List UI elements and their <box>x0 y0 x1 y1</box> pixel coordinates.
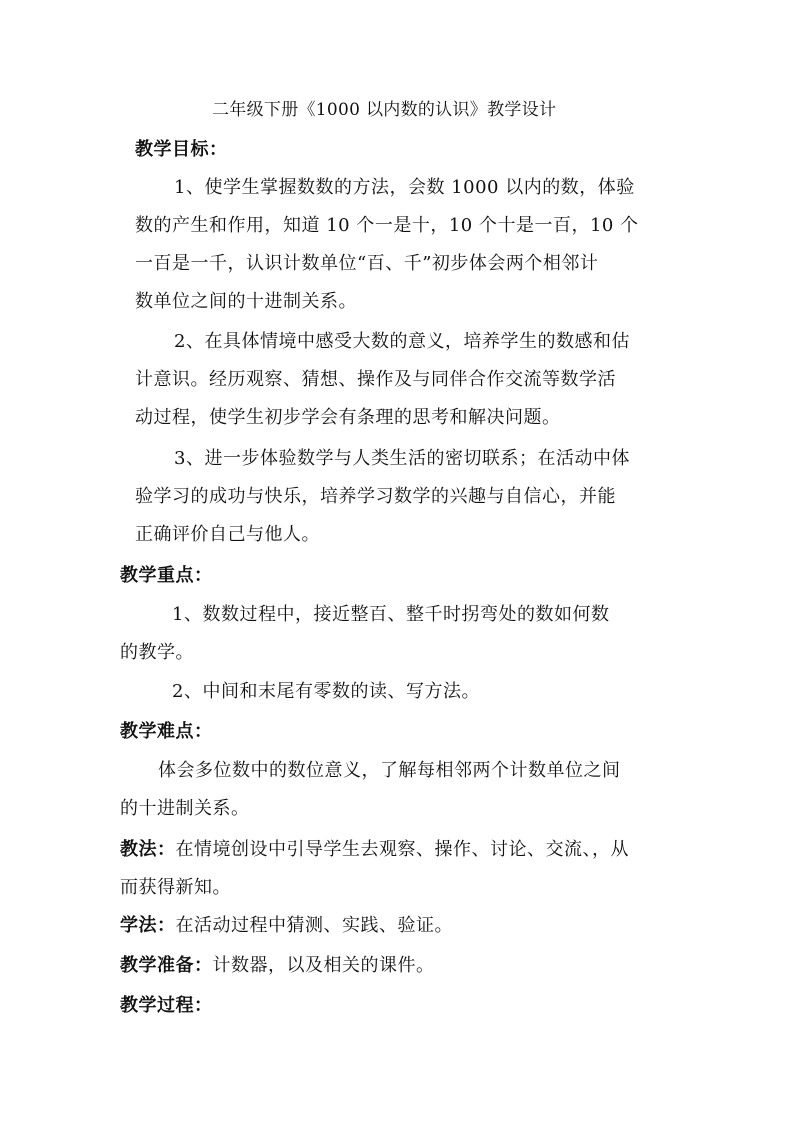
teaching-method-line-2: 而获得新知。 <box>120 877 231 898</box>
objective-1-line-1: 1、使学生掌握数数的方法，会数 1000 以内的数，体验 <box>174 177 635 198</box>
learning-method-line <box>120 914 453 938</box>
learning-method-text: 在活动过程中猜测、实践、验证。 <box>175 915 453 936</box>
key-points-heading: 教学重点： <box>120 565 213 586</box>
objective-3-line-3: 正确评价自己与他人。 <box>135 524 320 545</box>
objective-2-line-2: 计意识。经历观察、猜想、操作及与同伴合作交流等数学活 <box>135 369 616 390</box>
teaching-method-line-1 <box>120 838 629 862</box>
objective-1-line-2: 数的产生和作用，知道 10 个一是十，10 个十是一百，10 个 <box>135 215 639 236</box>
key-point-1-line-1: 1、数数过程中，接近整百、整千时拐弯处的数如何数 <box>172 604 610 625</box>
process-heading: 教学过程： <box>120 995 213 1016</box>
document-title: 二年级下册《1000 以内数的认识》教学设计 <box>212 100 557 120</box>
key-point-1-line-2: 的教学。 <box>120 642 194 663</box>
difficulties-line-1: 体会多位数中的数位意义，了解每相邻两个计数单位之间 <box>158 760 621 781</box>
teaching-method-text: 在情境创设中引导学生去观察、操作、讨论、交流、，从 <box>175 839 629 860</box>
objective-1-line-3: 一百是一千，认识计数单位“百、千”初步体会两个相邻计 <box>135 253 599 274</box>
preparation-line <box>120 954 435 978</box>
objective-3-line-1: 3、进一步体验数学与人类生活的密切联系；在活动中体 <box>174 448 630 469</box>
learning-method-label: 学法： <box>120 915 176 936</box>
preparation-label: 教学准备： <box>120 955 213 976</box>
difficulties-heading: 教学难点： <box>120 721 213 742</box>
objective-3-line-2: 验学习的成功与快乐，培养学习数学的兴趣与自信心，并能 <box>135 486 616 507</box>
objective-2-line-3: 动过程，使学生初步学会有条理的思考和解决问题。 <box>135 407 561 428</box>
objectives-heading: 教学目标： <box>135 139 228 160</box>
preparation-text: 计数器，以及相关的课件。 <box>212 955 435 976</box>
key-point-2: 2、中间和末尾有零数的读、写方法。 <box>172 681 480 702</box>
objective-1-line-4: 数单位之间的十进制关系。 <box>135 291 357 312</box>
difficulties-line-2: 的十进制关系。 <box>120 798 250 819</box>
teaching-method-label: 教法： <box>120 839 176 860</box>
objective-2-line-1: 2、在具体情境中感受大数的意义，培养学生的数感和估 <box>174 331 630 352</box>
